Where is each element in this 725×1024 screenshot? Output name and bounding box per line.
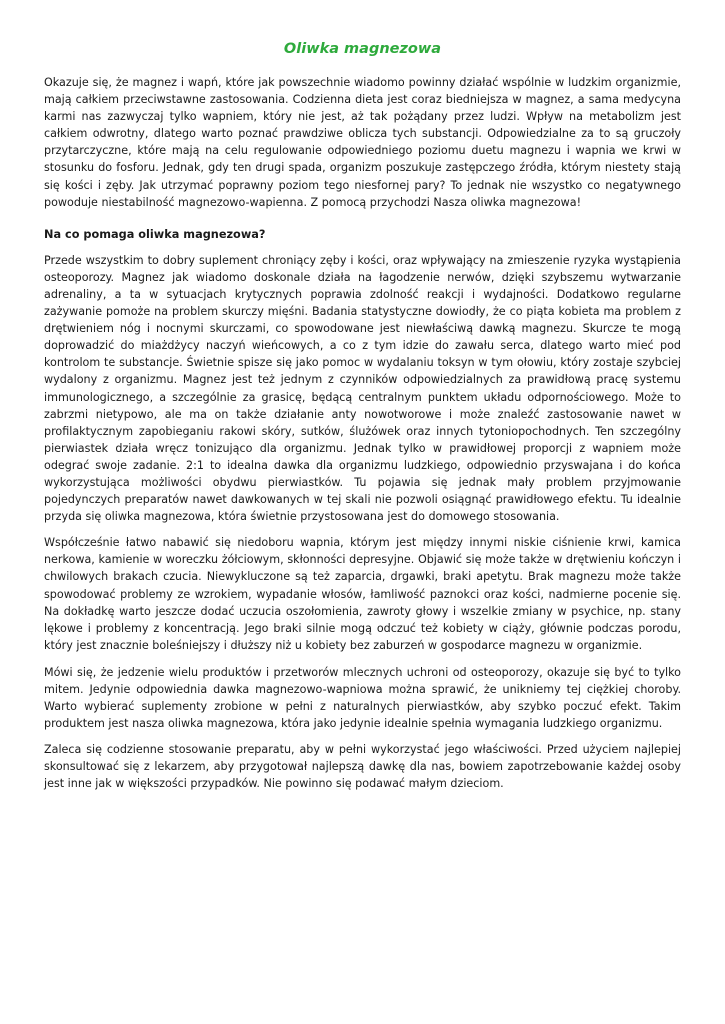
intro-paragraph: Okazuje się, że magnez i wapń, które jak powszechnie wiadomo powinny działać wspólnie w ludzkim organizmie, mają całkiem przeciwstawne zastosowania. Codzienna dieta jest coraz biedniejsza w magnez, a sama medycyna karmi nas zazwyczaj tylko wapniem, który nie jest, aż tak pożądany przez ludzi. Wpływ na metabolizm jest całkiem odwrotny, dlatego warto poznać prawdziwe oblicza tych substancji. Odpowiedzialne za to są gruczoły przytarczyczne, które mają na celu regulowanie odpowiedniego poziomu duetu magnezu i wapnia we krwi w stosunku do fosforu. Jednak, gdy ten drugi spada, organizm poszukuje zastępczego źródła, którym niestety stają się kości i zęby. Jak utrzymać poprawny poziom tego niesfornej pary? To jednak nie wszystko co negatywnego powoduje niestabilność magnezowo-wapienna. Z pomocą przychodzi Nasza oliwka magnezowa! xyxy=(44,76,681,209)
body-paragraph-usage: Zaleca się codzienne stosowanie preparatu, aby w pełni wykorzystać jego właściwości. Przed użyciem najlepiej skonsultować się z lekarzem, aby przygotował najlepszą dawkę dla nas, bowiem zapotrzebowanie każdej osoby jest inne jak w większości przypadków. Nie powinno się podawać małym dzieciom. xyxy=(44,743,681,791)
body-paragraph-benefits: Przede wszystkim to dobry suplement chroniący zęby i kości, oraz wpływający na zmieszenie ryzyka wystąpienia osteoporozy. Magnez jak wiadomo doskonale działa na łagodzenie nerwów, dzięki szybszemu wytwarzanie adrenaliny, a ta w sytuacjach krytycznych poprawia zdolność reakcji i wydajności. Dodatkowo regularne zażywanie pomoże na problem skurczy mięśni. Badania statystyczne dowiodły, że co piąta kobieta ma problem z drętwieniem nóg i nocnymi skurczami, co spowodowane jest niewłaściwą dawką magnezu. Skurcze te mogą doprowadzić do miażdżycy naczyń wieńcowych, a co z tym idzie do zawału serca, dlatego warto mieć pod kontrolom te substancje. Świetnie spisze się jako pomoc w wydalaniu toksyn w tym ołowiu, który zostaje szybciej wydalony z organizmu. Magnez jest też jednym z czynników odpowiedzialnych za prawidłową pracę systemu immunologicznego, a szczególnie za grasicę, będącą centralnym punktem układu odpornościowego. Może to zabrzmi nietypowo, ale ma on także działanie anty nowotworowe i może znaleźć zastosowanie nawet w profilaktycznym zapobieganiu rakowi skóry, sutków, ślużówek oraz innych tytoniopochodnych. Ten szczególny pierwiastek działa wręcz tonizująco dla organizmu. Jednak tylko w prawidłowej proporcji z wapniem może odegrać swoje zadanie. 2:1 to idealna dawka dla organizmu ludzkiego, odpowiednio przyswajana i do końca wykorzystująca możliwości obydwu pierwiastków. Tu pojawia się jednak mały problem przyjmowanie pojedynczych preparatów nawet dawkowanych w tej skali nie pozwoli osiągnąć prawidłowego efektu. Tu idealnie przyda się oliwka magnezowa, która świetnie przystosowana jest do domowego stosowania. xyxy=(44,253,681,524)
body-paragraph-osteoporosis: Mówi się, że jedzenie wielu produktów i przetworów mlecznych uchroni od osteoporozy, okazuje się być to tylko mitem. Jedynie odpowiednia dawka magnezowo-wapniowa można sprawić, że unikniemy tej ciężkiej choroby. Warto wybierać suplementy zrobione w pełni z naturalnych pierwiastków, aby szybko poczuć efekt. Takim produktem jest nasza oliwka magnezowa, która jako jedynie idealnie spełnia wymagania ludzkiego organizmu. xyxy=(44,665,681,731)
document-title: Oliwka magnezowa xyxy=(283,41,442,57)
document-page xyxy=(44,0,681,793)
body-paragraph-deficiency: Współcześnie łatwo nabawić się niedoboru wapnia, którym jest między innymi niskie ciśnienie krwi, kamica nerkowa, kamienie w woreczku żółciowym, skłonności depresyjne. Objawić się może także w drętwieniu kończyn i chwilowych brakach czucia. Niewykluczone są też zaparcia, drgawki, braki apetytu. Brak magnezu może także spowodować problemy ze wzrokiem, wypadanie włosów, łamliwość paznokci oraz kości, nadmierne pocenie się. Na dokładkę warto jeszcze dodać uczucia oszołomienia, zawroty głowy i wszelkie zmiany w psychice, np. stany lękowe i problemy z koncentracją. Jego braki silnie mogą odczuć też kobiety w ciąży, głównie podczas porodu, który jest znacznie boleśniejszy i dłuższy niż u kobiety bez zaburzeń w gospodarce magnezu w organizmie. xyxy=(44,536,681,652)
section-heading: Na co pomaga oliwka magnezowa? xyxy=(44,227,266,241)
